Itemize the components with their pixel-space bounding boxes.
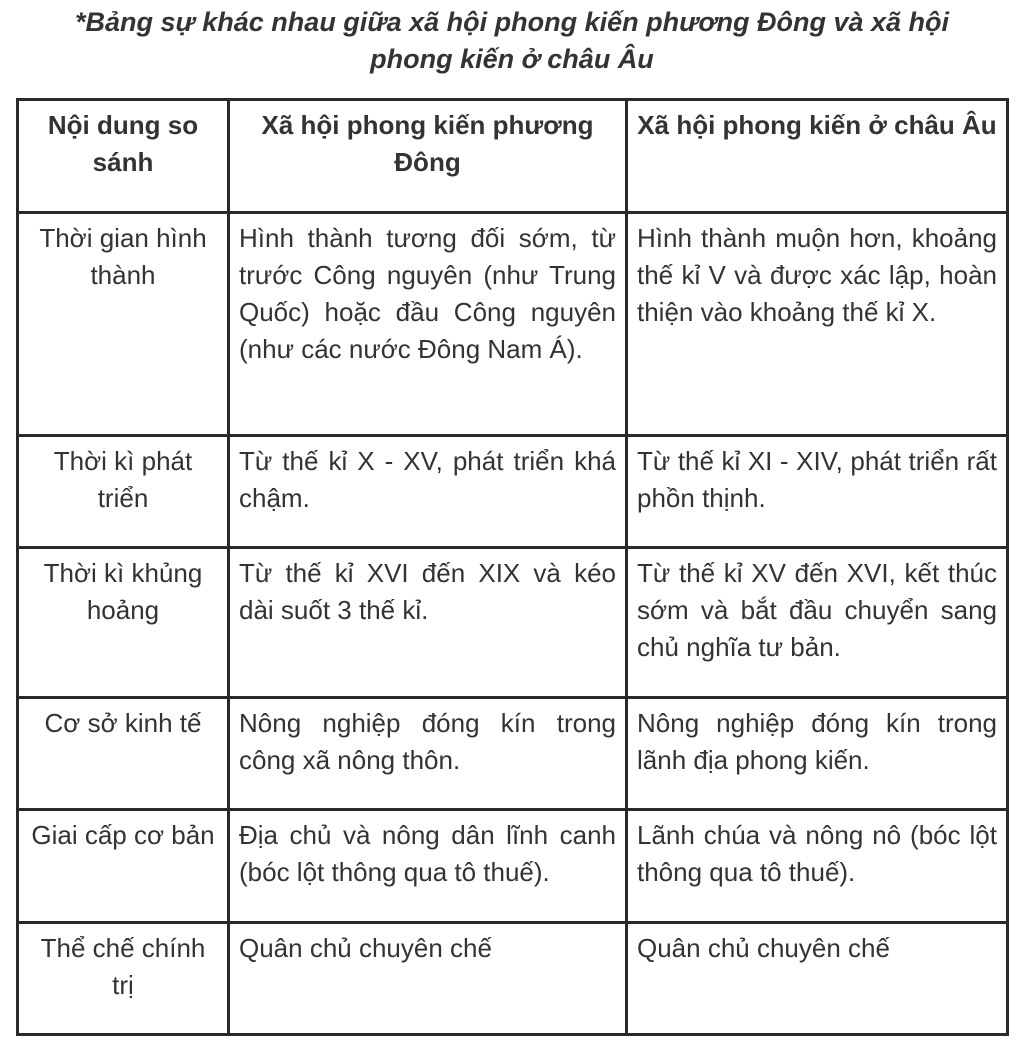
cell-east: Quân chủ chuyên chế: [229, 923, 627, 1035]
header-europe: Xã hội phong kiến ở châu Âu: [627, 100, 1008, 213]
cell-europe: Nông nghiệp đóng kín trong lãnh địa phong kiến.: [627, 698, 1008, 810]
table-row: [18, 698, 1008, 810]
table-row: [18, 923, 1008, 1035]
header-east: Xã hội phong kiến phương Đông: [229, 100, 627, 213]
row-criterion: Thể chế chính trị: [18, 923, 229, 1035]
cell-europe: Quân chủ chuyên chế: [627, 923, 1008, 1035]
row-criterion: Thời gian hình thành: [18, 213, 229, 436]
cell-europe: Lãnh chúa và nông nô (bóc lột thông qua tô thuế).: [627, 810, 1008, 923]
row-criterion: Thời kì phát triển: [18, 436, 229, 548]
table-header-row: [18, 100, 1008, 213]
cell-europe: Từ thế kỉ XV đến XVI, kết thúc sớm và bắt đầu chuyển sang chủ nghĩa tư bản.: [627, 548, 1008, 698]
cell-east: Hình thành tương đối sớm, từ trước Công nguyên (như Trung Quốc) hoặc đầu Công nguyên (như các nước Đông Nam Á).: [229, 213, 627, 436]
cell-east: Nông nghiệp đóng kín trong công xã nông thôn.: [229, 698, 627, 810]
table-row: [18, 548, 1008, 698]
row-criterion: Thời kì khủng hoảng: [18, 548, 229, 698]
table-row: [18, 213, 1008, 436]
cell-east: Từ thế kỉ X - XV, phát triển khá chậm.: [229, 436, 627, 548]
row-criterion: Giai cấp cơ bản: [18, 810, 229, 923]
comparison-table: [16, 98, 1009, 1036]
table-title: *Bảng sự khác nhau giữa xã hội phong kiến phương Đông và xã hội phong kiến ở châu Âu: [74, 7, 950, 74]
table-row: [18, 436, 1008, 548]
row-criterion: Cơ sở kinh tế: [18, 698, 229, 810]
cell-europe: Từ thế kỉ XI - XIV, phát triển rất phồn thịnh.: [627, 436, 1008, 548]
header-criterion: Nội dung so sánh: [18, 100, 229, 213]
cell-east: Địa chủ và nông dân lĩnh canh (bóc lột thông qua tô thuế).: [229, 810, 627, 923]
table-row: [18, 810, 1008, 923]
cell-europe: Hình thành muộn hơn, khoảng thế kỉ V và được xác lập, hoàn thiện vào khoảng thế kỉ X.: [627, 213, 1008, 436]
cell-east: Từ thế kỉ XVI đến XIX và kéo dài suốt 3 thế kỉ.: [229, 548, 627, 698]
